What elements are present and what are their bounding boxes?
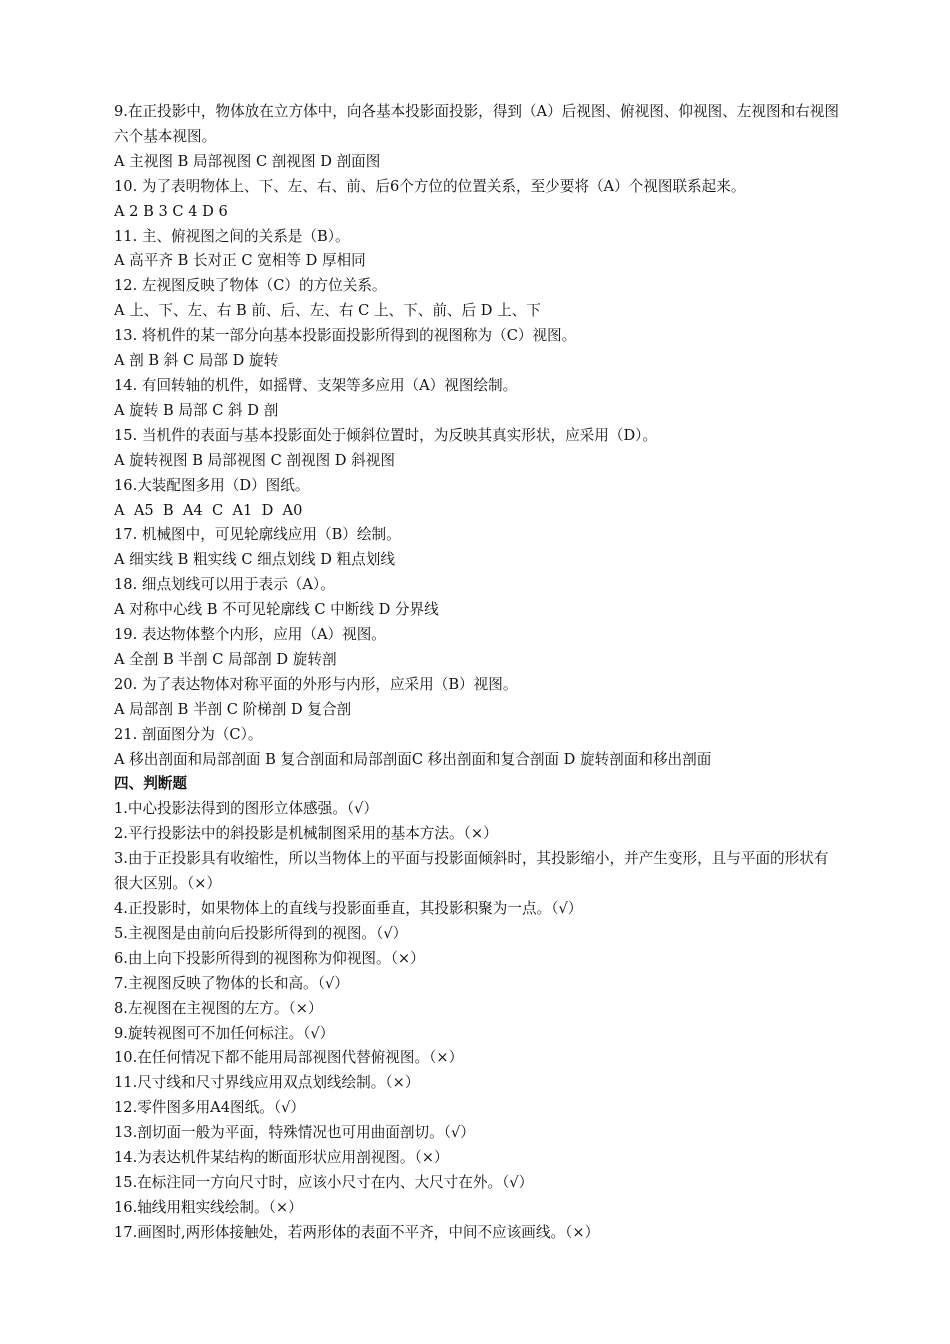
question-11: 11. 主、俯视图之间的关系是（B）。 <box>114 227 350 245</box>
question-15: 15. 当机件的表面与基本投影面处于倾斜位置时，为反映其真实形状，应采用（D）。 <box>114 426 658 444</box>
judgement-item: 1.中心投影法得到的图形立体感强。（√） <box>114 800 379 818</box>
options-12: A 上、下、左、右 B 前、后、左、右 C 上、下、前、后 D 上、下 <box>114 302 541 320</box>
options-19: A 全剖 B 半剖 C 局部剖 D 旋转剖 <box>114 650 337 668</box>
judgement-item: 2.平行投影法中的斜投影是机械制图采用的基本方法。（×） <box>114 825 498 843</box>
judgement-item: 9.旋转视图可不加任何标注。（√） <box>114 1024 335 1042</box>
options-14: A 旋转 B 局部 C 斜 D 剖 <box>114 401 279 419</box>
judgement-item: 12.零件图多用A4图纸。（√） <box>114 1099 305 1117</box>
judgement-item: 11.尺寸线和尺寸界线应用双点划线绘制。（×） <box>114 1074 420 1092</box>
options-11: A 高平齐 B 长对正 C 宽相等 D 厚相同 <box>114 252 366 270</box>
options-10: A 2 B 3 C 4 D 6 <box>114 202 228 220</box>
judgement-item: 10.在任何情况下都不能用局部视图代替俯视图。（×） <box>114 1049 464 1067</box>
options-15: A 旋转视图 B 局部视图 C 剖视图 D 斜视图 <box>114 451 395 469</box>
options-17: A 细实线 B 粗实线 C 细点划线 D 粗点划线 <box>114 551 395 569</box>
judgement-item: 3.由于正投影具有收缩性，所以当物体上的平面与投影面倾斜时，其投影缩小，并产生变形，且与平面的形状有很大区别。（×） <box>114 850 829 893</box>
document-page <box>114 100 840 1246</box>
question-12: 12. 左视图反映了物体（C）的方位关系。 <box>114 277 387 295</box>
question-16: 16.大装配图多用（D）图纸。 <box>114 476 310 494</box>
judgement-item: 4.正投影时，如果物体上的直线与投影面垂直，其投影积聚为一点。（√） <box>114 900 583 917</box>
options-16: A A5 B A4 C A1 D A0 <box>114 501 303 519</box>
judgement-item: 8.左视图在主视图的左方。（×） <box>114 999 323 1017</box>
judgement-item: 6.由上向下投影所得到的视图称为仰视图。（×） <box>114 949 425 967</box>
options-21: A 移出剖面和局部剖面 B 复合剖面和局部剖面C 移出剖面和复合剖面 D 旋转剖面和移出剖面 <box>114 750 712 768</box>
judgement-item: 16.轴线用粗实线绘制。（×） <box>114 1198 303 1216</box>
question-18: 18. 细点划线可以用于表示（A）。 <box>114 576 335 594</box>
judgement-item: 7.主视图反映了物体的长和高。（√） <box>114 974 349 992</box>
judgement-item: 17.画图时,两形体接触处，若两形体的表面不平齐，中间不应该画线。（×） <box>114 1223 600 1241</box>
options-13: A 剖 B 斜 C 局部 D 旋转 <box>114 352 279 370</box>
judgement-item: 15.在标注同一方向尺寸时，应该小尺寸在内、大尺寸在外。（√） <box>114 1173 534 1191</box>
question-14: 14. 有回转轴的机件，如摇臂、支架等多应用（A）视图绘制。 <box>114 376 518 394</box>
question-9: 9.在正投影中，物体放在立方体中，向各基本投影面投影，得到（A）后视图、俯视图、仰视图、左视图和右视图六个基本视图。 <box>114 103 839 145</box>
options-9: A 主视图 B 局部视图 C 剖视图 D 剖面图 <box>114 152 381 170</box>
section-heading: 四、判断题 <box>114 775 187 793</box>
question-19: 19. 表达物体整个内形，应用（A）视图。 <box>114 626 386 644</box>
question-13: 13. 将机件的某一部分向基本投影面投影所得到的视图称为（C）视图。 <box>114 327 577 345</box>
judgement-item: 13.剖切面一般为平面，特殊情况也可用曲面剖切。（√） <box>114 1124 475 1142</box>
question-21: 21. 剖面图分为（C）。 <box>114 725 263 743</box>
question-20: 20. 为了表达物体对称平面的外形与内形，应采用（B）视图。 <box>114 675 518 693</box>
options-18: A 对称中心线 B 不可见轮廓线 C 中断线 D 分界线 <box>114 601 439 619</box>
judgement-item: 5.主视图是由前向后投影所得到的视图。（√） <box>114 924 408 942</box>
judgement-item: 14.为表达机件某结构的断面形状应用剖视图。（×） <box>114 1149 449 1167</box>
options-20: A 局部剖 B 半剖 C 阶梯剖 D 复合剖 <box>114 700 352 718</box>
question-17: 17. 机械图中，可见轮廓线应用（B）绘制。 <box>114 526 401 544</box>
question-10: 10. 为了表明物体上、下、左、右、前、后6个方位的位置关系，至少要将（A）个视图联系起来。 <box>114 177 746 195</box>
